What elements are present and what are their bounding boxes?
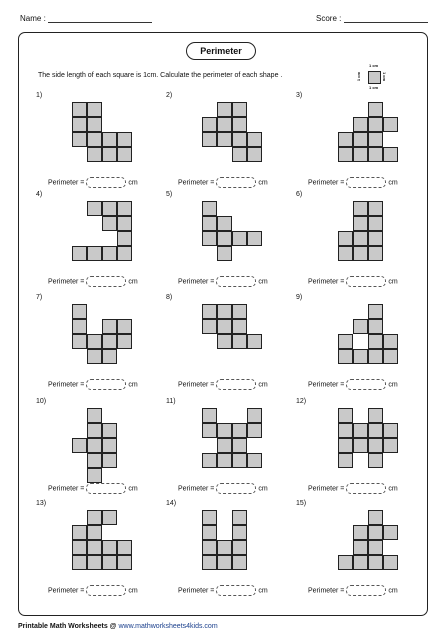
problem-number: 7) xyxy=(36,294,43,301)
unit-label: cm xyxy=(258,485,268,493)
perimeter-answer xyxy=(308,276,398,287)
legend-bottom-label: 1 cm xyxy=(369,85,379,90)
unit-square-cell xyxy=(232,540,247,555)
unit-square-cell xyxy=(247,147,262,162)
perimeter-answer xyxy=(178,177,268,188)
unit-square-cell xyxy=(232,319,247,334)
unit-square-cell xyxy=(217,540,232,555)
unit-square-cell xyxy=(217,555,232,570)
unit-square-cell xyxy=(72,246,87,261)
unit-square-cell xyxy=(202,132,217,147)
answer-box[interactable] xyxy=(86,177,126,188)
unit-square-cell xyxy=(102,132,117,147)
unit-square-cell xyxy=(202,408,217,423)
unit-square-cell xyxy=(232,102,247,117)
perimeter-answer xyxy=(178,585,268,596)
problem-number: 3) xyxy=(296,92,303,99)
perimeter-answer xyxy=(178,483,268,494)
footer-url[interactable]: www.mathworksheets4kids.com xyxy=(118,623,218,630)
answer-box[interactable] xyxy=(86,379,126,390)
unit-square-cell xyxy=(72,525,87,540)
unit-square-cell xyxy=(72,555,87,570)
unit-square-cell xyxy=(338,147,353,162)
unit-square-cell xyxy=(217,117,232,132)
answer-box[interactable] xyxy=(346,483,386,494)
unit-label: cm xyxy=(258,587,268,595)
unit-square-cell xyxy=(338,423,353,438)
unit-square-cell xyxy=(217,423,232,438)
unit-square-cell xyxy=(368,132,383,147)
unit-square-cell xyxy=(87,147,102,162)
unit-square-cell xyxy=(368,555,383,570)
answer-box[interactable] xyxy=(216,177,256,188)
unit-label: cm xyxy=(258,179,268,187)
unit-label: cm xyxy=(128,587,138,595)
unit-square-cell xyxy=(102,540,117,555)
unit-square-cell xyxy=(117,334,132,349)
unit-label: cm xyxy=(128,278,138,286)
score-label: Score : xyxy=(316,14,342,23)
unit-square-cell xyxy=(217,132,232,147)
unit-square-cell xyxy=(72,304,87,319)
unit-square-cell xyxy=(202,117,217,132)
unit-square-cell xyxy=(368,246,383,261)
unit-square-cell xyxy=(368,525,383,540)
problem-number: 6) xyxy=(296,191,303,198)
perimeter-answer xyxy=(308,585,398,596)
unit-square-cell xyxy=(202,540,217,555)
unit-square-cell xyxy=(338,132,353,147)
answer-box[interactable] xyxy=(216,276,256,287)
perimeter-label: Perimeter = xyxy=(48,485,85,493)
unit-square-cell xyxy=(368,438,383,453)
footer-brand: Printable Math Worksheets @ xyxy=(18,623,117,630)
unit-square-cell xyxy=(383,525,398,540)
unit-square-cell xyxy=(117,246,132,261)
unit-square-cell xyxy=(87,453,102,468)
answer-box[interactable] xyxy=(216,379,256,390)
unit-square-cell xyxy=(102,201,117,216)
worksheet-title: Perimeter xyxy=(186,42,256,60)
unit-square-cell xyxy=(383,349,398,364)
unit-square-cell xyxy=(353,438,368,453)
unit-square-cell xyxy=(87,117,102,132)
problem-number: 10) xyxy=(36,398,47,405)
perimeter-label: Perimeter = xyxy=(308,587,345,595)
unit-square-cell xyxy=(232,555,247,570)
unit-square-cell xyxy=(353,246,368,261)
unit-square-cell xyxy=(72,334,87,349)
unit-square-cell xyxy=(117,319,132,334)
unit-square-cell xyxy=(353,132,368,147)
unit-square-cell xyxy=(87,246,102,261)
unit-square-legend xyxy=(358,62,394,92)
unit-square-cell xyxy=(383,117,398,132)
unit-square-cell xyxy=(217,246,232,261)
perimeter-label: Perimeter = xyxy=(308,485,345,493)
perimeter-label: Perimeter = xyxy=(308,381,345,389)
problem-number: 9) xyxy=(296,294,303,301)
unit-square-cell xyxy=(368,147,383,162)
unit-square-cell xyxy=(247,408,262,423)
unit-square-cell xyxy=(87,438,102,453)
unit-square-cell xyxy=(217,438,232,453)
unit-label: cm xyxy=(128,381,138,389)
name-field xyxy=(20,14,152,23)
unit-square-cell xyxy=(338,408,353,423)
name-line[interactable] xyxy=(48,22,152,23)
unit-label: cm xyxy=(388,587,398,595)
unit-square-cell xyxy=(102,555,117,570)
unit-square-cell xyxy=(87,555,102,570)
perimeter-label: Perimeter = xyxy=(178,179,215,187)
answer-box[interactable] xyxy=(86,585,126,596)
answer-box[interactable] xyxy=(346,177,386,188)
unit-square-cell xyxy=(87,349,102,364)
perimeter-answer xyxy=(48,483,138,494)
unit-square-cell xyxy=(353,423,368,438)
unit-square-cell xyxy=(338,246,353,261)
problem-number: 15) xyxy=(296,500,307,507)
perimeter-label: Perimeter = xyxy=(178,587,215,595)
unit-square-cell xyxy=(102,334,117,349)
unit-square-cell xyxy=(232,304,247,319)
unit-square-cell xyxy=(353,117,368,132)
unit-square-cell xyxy=(102,319,117,334)
answer-box[interactable] xyxy=(346,276,386,287)
perimeter-label: Perimeter = xyxy=(48,381,85,389)
perimeter-answer xyxy=(308,379,398,390)
unit-square-cell xyxy=(202,525,217,540)
perimeter-answer xyxy=(48,379,138,390)
unit-square-cell xyxy=(202,201,217,216)
unit-label: cm xyxy=(388,485,398,493)
unit-square-cell xyxy=(72,132,87,147)
unit-square-cell xyxy=(247,334,262,349)
unit-square-cell xyxy=(368,349,383,364)
unit-square-cell xyxy=(87,201,102,216)
unit-square-cell xyxy=(117,201,132,216)
unit-square-cell xyxy=(117,147,132,162)
perimeter-label: Perimeter = xyxy=(178,278,215,286)
unit-square-cell xyxy=(353,147,368,162)
score-line[interactable] xyxy=(344,22,428,23)
problem-number: 5) xyxy=(166,191,173,198)
unit-square-cell xyxy=(102,438,117,453)
unit-square-cell xyxy=(217,216,232,231)
unit-square-cell xyxy=(383,438,398,453)
unit-square-cell xyxy=(232,132,247,147)
legend-left-label: 1 cm xyxy=(356,71,362,82)
perimeter-label: Perimeter = xyxy=(178,381,215,389)
problem-number: 8) xyxy=(166,294,173,301)
unit-label: cm xyxy=(258,381,268,389)
unit-square-cell xyxy=(338,334,353,349)
unit-square-cell xyxy=(232,525,247,540)
unit-square-cell xyxy=(102,510,117,525)
unit-square-cell xyxy=(368,334,383,349)
problem-number: 4) xyxy=(36,191,43,198)
unit-square-cell xyxy=(353,319,368,334)
unit-square-cell xyxy=(102,246,117,261)
unit-square-cell xyxy=(368,304,383,319)
unit-square-cell xyxy=(232,423,247,438)
unit-square-cell xyxy=(368,102,383,117)
unit-square-cell xyxy=(102,349,117,364)
unit-square-cell xyxy=(117,216,132,231)
unit-square-cell xyxy=(72,438,87,453)
unit-square-cell xyxy=(202,319,217,334)
unit-square-cell xyxy=(383,147,398,162)
unit-square-cell xyxy=(232,334,247,349)
problem-number: 1) xyxy=(36,92,43,99)
unit-square-cell xyxy=(232,453,247,468)
unit-square-cell xyxy=(202,453,217,468)
unit-square-cell xyxy=(338,453,353,468)
unit-square-cell xyxy=(368,540,383,555)
unit-square-cell xyxy=(247,453,262,468)
unit-square-cell xyxy=(202,555,217,570)
unit-square-cell xyxy=(72,319,87,334)
problem-number: 2) xyxy=(166,92,173,99)
unit-square-cell xyxy=(353,349,368,364)
unit-square-cell xyxy=(102,423,117,438)
perimeter-label: Perimeter = xyxy=(48,587,85,595)
unit-square-cell xyxy=(232,117,247,132)
unit-square-cell xyxy=(353,216,368,231)
unit-square-cell xyxy=(368,423,383,438)
unit-square-cell xyxy=(202,304,217,319)
unit-label: cm xyxy=(388,381,398,389)
unit-square-cell xyxy=(102,147,117,162)
answer-box[interactable] xyxy=(346,585,386,596)
unit-label: cm xyxy=(388,278,398,286)
footer xyxy=(18,623,218,630)
unit-square-cell xyxy=(232,438,247,453)
unit-square-cell xyxy=(87,334,102,349)
instructions: The side length of each square is 1cm. Calculate the perimeter of each shape . xyxy=(38,72,283,79)
perimeter-label: Perimeter = xyxy=(48,179,85,187)
unit-square-cell xyxy=(102,453,117,468)
unit-square-cell xyxy=(87,132,102,147)
unit-square-cell xyxy=(117,132,132,147)
perimeter-answer xyxy=(308,483,398,494)
unit-square-cell xyxy=(338,555,353,570)
unit-square-cell xyxy=(202,231,217,246)
unit-square-cell xyxy=(368,231,383,246)
problem-number: 13) xyxy=(36,500,47,507)
unit-label: cm xyxy=(258,278,268,286)
perimeter-answer xyxy=(48,585,138,596)
unit-square-cell xyxy=(202,216,217,231)
legend-top-label: 1 cm xyxy=(369,63,379,68)
answer-box[interactable] xyxy=(216,585,256,596)
unit-label: cm xyxy=(388,179,398,187)
unit-square-cell xyxy=(117,231,132,246)
unit-square-cell xyxy=(368,201,383,216)
unit-square-cell xyxy=(72,540,87,555)
unit-square-cell xyxy=(383,555,398,570)
unit-square-cell xyxy=(247,423,262,438)
unit-square-cell xyxy=(247,132,262,147)
unit-square-cell xyxy=(72,102,87,117)
perimeter-label: Perimeter = xyxy=(308,179,345,187)
perimeter-answer xyxy=(308,177,398,188)
perimeter-label: Perimeter = xyxy=(48,278,85,286)
unit-label: cm xyxy=(128,179,138,187)
unit-square-cell xyxy=(217,102,232,117)
unit-square-cell xyxy=(353,555,368,570)
unit-square-cell xyxy=(87,423,102,438)
unit-square-cell xyxy=(353,231,368,246)
unit-square-cell xyxy=(72,117,87,132)
unit-square-cell xyxy=(368,510,383,525)
problem-number: 12) xyxy=(296,398,307,405)
unit-square-cell xyxy=(338,349,353,364)
unit-square-cell xyxy=(87,408,102,423)
unit-square-cell xyxy=(338,231,353,246)
answer-box[interactable] xyxy=(346,379,386,390)
unit-square-cell xyxy=(117,540,132,555)
unit-square-cell xyxy=(383,334,398,349)
unit-square-cell xyxy=(368,117,383,132)
answer-box[interactable] xyxy=(86,483,126,494)
unit-square-cell xyxy=(87,525,102,540)
unit-square-cell xyxy=(87,510,102,525)
unit-square xyxy=(368,71,381,84)
unit-square-cell xyxy=(217,304,232,319)
unit-square-cell xyxy=(102,216,117,231)
unit-square-cell xyxy=(368,408,383,423)
perimeter-label: Perimeter = xyxy=(308,278,345,286)
unit-square-cell xyxy=(247,231,262,246)
problem-number: 11) xyxy=(166,398,176,405)
unit-square-cell xyxy=(232,231,247,246)
unit-square-cell xyxy=(338,438,353,453)
unit-square-cell xyxy=(202,510,217,525)
name-label: Name : xyxy=(20,14,46,23)
unit-square-cell xyxy=(368,216,383,231)
unit-square-cell xyxy=(232,510,247,525)
unit-square-cell xyxy=(87,540,102,555)
unit-square-cell xyxy=(353,201,368,216)
unit-square-cell xyxy=(217,319,232,334)
unit-square-cell xyxy=(87,102,102,117)
perimeter-label: Perimeter = xyxy=(178,485,215,493)
unit-square-cell xyxy=(232,147,247,162)
problem-number: 14) xyxy=(166,500,177,507)
unit-square-cell xyxy=(217,231,232,246)
unit-square-cell xyxy=(383,423,398,438)
perimeter-answer xyxy=(48,276,138,287)
perimeter-answer xyxy=(48,177,138,188)
unit-square-cell xyxy=(217,334,232,349)
unit-square-cell xyxy=(368,319,383,334)
unit-square-cell xyxy=(87,468,102,483)
unit-square-cell xyxy=(353,540,368,555)
unit-square-cell xyxy=(353,525,368,540)
answer-box[interactable] xyxy=(86,276,126,287)
unit-square-cell xyxy=(202,423,217,438)
legend-right-label: 1 cm xyxy=(382,71,388,82)
score-field xyxy=(316,14,428,23)
perimeter-answer xyxy=(178,276,268,287)
unit-square-cell xyxy=(368,453,383,468)
answer-box[interactable] xyxy=(216,483,256,494)
unit-square-cell xyxy=(217,453,232,468)
perimeter-answer xyxy=(178,379,268,390)
unit-label: cm xyxy=(128,485,138,493)
unit-square-cell xyxy=(117,555,132,570)
